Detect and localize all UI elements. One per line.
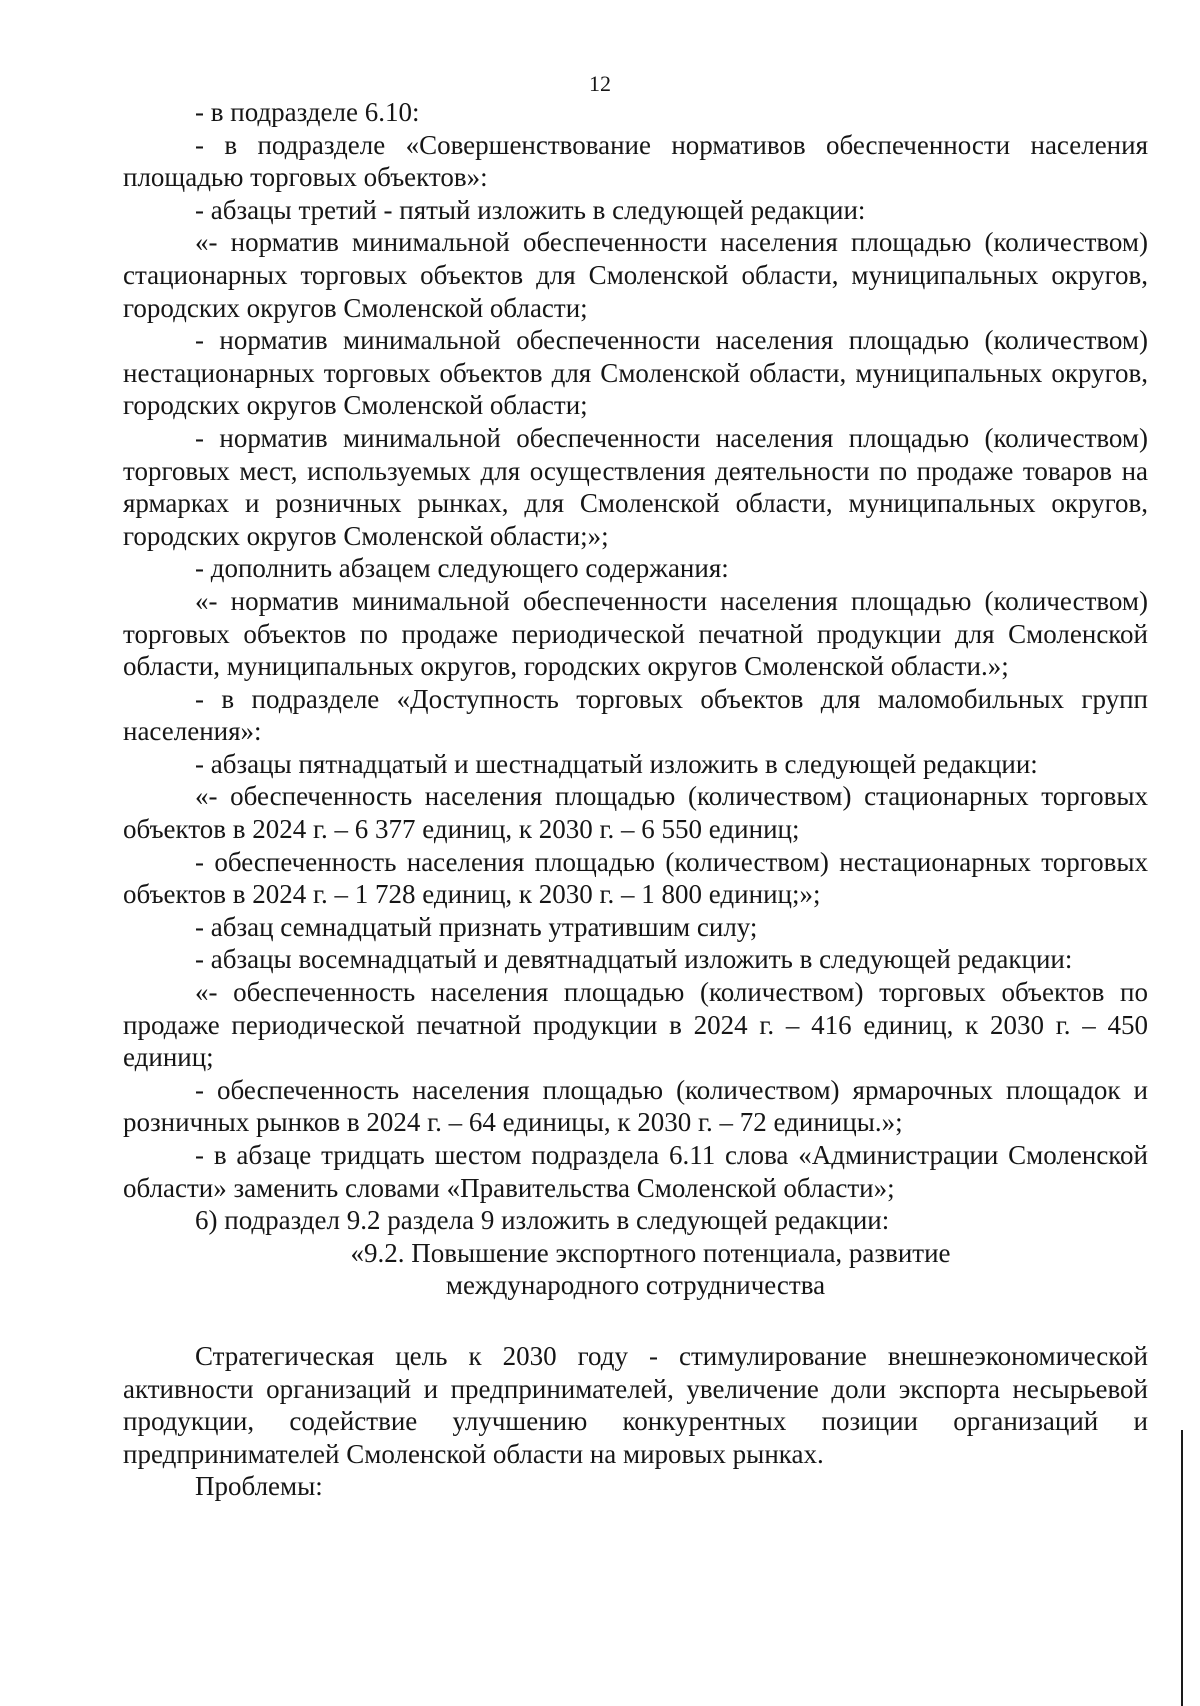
paragraph: «- обеспеченность населения площадью (количеством) стационарных торговых объектов в 2024 г. – 6 377 единиц, к 2030 г. – 6 550 единиц; — [123, 781, 1148, 845]
paragraph: - в подразделе 6.10: — [195, 97, 420, 127]
paragraph: 6) подраздел 9.2 раздела 9 изложить в следующей редакции: — [195, 1205, 890, 1236]
paragraph: - абзацы третий - пятый изложить в следующей редакции: — [195, 194, 866, 225]
paragraph: «- норматив минимальной обеспеченности населения площадью (количеством) стационарных торговых объектов для Смоленской области, муниципальных округов, городских округов Смоленской области; — [123, 227, 1148, 323]
paragraph: - норматив минимальной обеспеченности населения площадью (количеством) торговых мест, используемых для осуществления деятельности по продаже товаров на ярмарках и розничных рынках, для Смоленской области, муниципальных округов, городских округов Смоленской области;»; — [123, 422, 1148, 551]
section-spacer — [123, 1302, 1148, 1340]
document-body — [123, 96, 1148, 1503]
paragraph: Проблемы: — [195, 1471, 323, 1502]
page-number: 12 — [589, 71, 611, 96]
section-heading-line-2: международного сотрудничества — [445, 1270, 826, 1301]
paragraph: - абзац семнадцатый признать утратившим силу; — [195, 911, 758, 942]
paragraph: - абзацы пятнадцатый и шестнадцатый изложить в следующей редакции: — [195, 748, 1038, 779]
paragraph: - в подразделе «Совершенствование нормативов обеспеченности населения площадью торговых объектов»: — [123, 129, 1148, 193]
paragraph: - абзацы восемнадцатый и девятнадцатый изложить в следующей редакции: — [195, 944, 1073, 975]
section-heading-line-1: «9.2. Повышение экспортного потенциала, развитие — [350, 1237, 951, 1268]
paragraph: - обеспеченность населения площадью (количеством) нестационарных торговых объектов в 2024 г. – 1 728 единиц, к 2030 г. – 1 800 единиц;»; — [123, 846, 1148, 910]
paragraph: - в абзаце тридцать шестом подраздела 6.11 слова «Администрации Смоленской области» заменить словами «Правительства Смоленской области»; — [123, 1140, 1148, 1203]
paragraph: Стратегическая цель к 2030 году - стимулирование внешнеэкономической активности организаций и предпринимателей, увеличение доли экспорта несырьевой продукции, содействие улучшению конкурентных позиции организаций и предпринимателей Смоленской области на мировых рынках. — [123, 1340, 1148, 1469]
paragraph: - обеспеченность населения площадью (количеством) ярмарочных площадок и розничных рынков в 2024 г. – 64 единицы, к 2030 г. – 72 единицы.»; — [123, 1074, 1148, 1138]
paragraph: - норматив минимальной обеспеченности населения площадью (количеством) нестационарных торговых объектов для Смоленской области, муниципальных округов, городских округов Смоленской области; — [123, 325, 1148, 421]
paragraph: «- обеспеченность населения площадью (количеством) торговых объектов по продаже периодической печатной продукции в 2024 г. – 416 единиц, к 2030 г. – 450 единиц; — [123, 977, 1148, 1073]
paragraph: - дополнить абзацем следующего содержания: — [195, 553, 729, 584]
paragraph: - в подразделе «Доступность торговых объектов для маломобильных групп населения»: — [123, 683, 1148, 747]
scan-edge-line — [1181, 1430, 1183, 1706]
paragraph: «- норматив минимальной обеспеченности населения площадью (количеством) торговых объектов по продаже периодической печатной продукции для Смоленской области, муниципальных округов, городских округов Смоленской области.»; — [123, 585, 1148, 682]
